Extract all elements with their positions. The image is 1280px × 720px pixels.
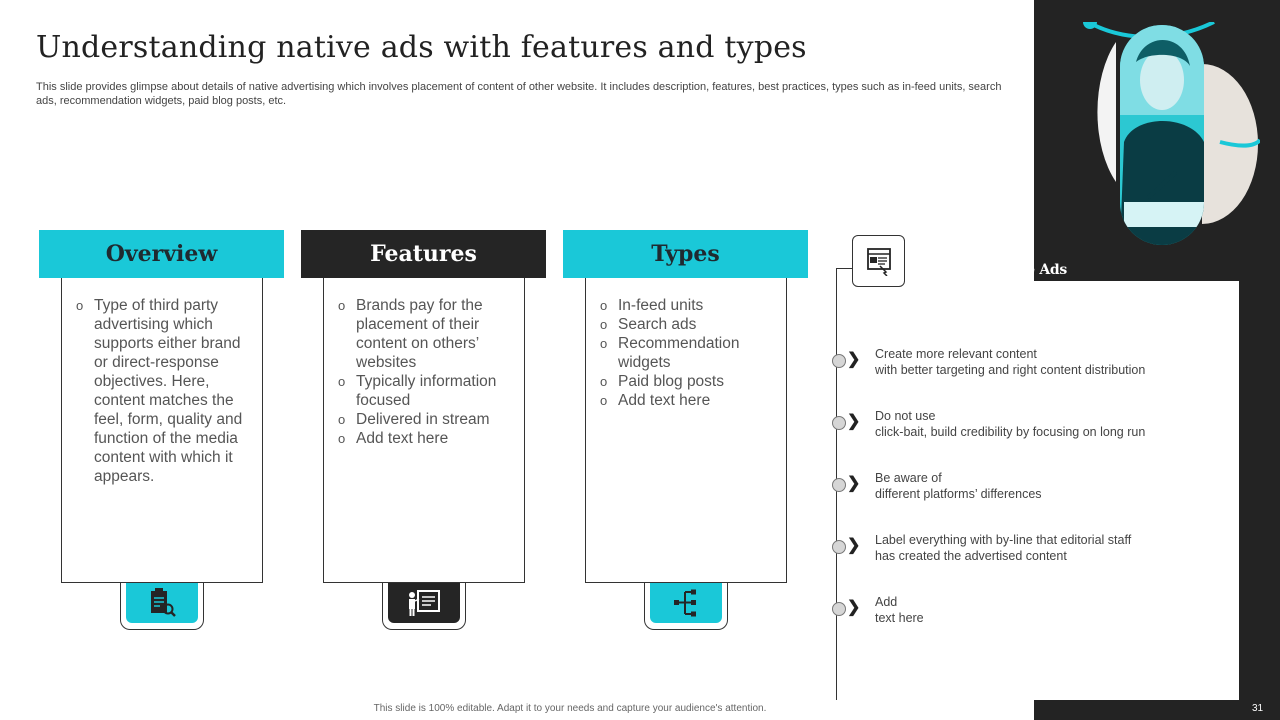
timeline-dot-icon — [832, 416, 846, 430]
tip-item — [830, 346, 1210, 386]
tip-line: with better targeting and right content distribution — [875, 363, 1146, 377]
tip-item — [830, 532, 1210, 572]
overview-card — [61, 278, 263, 583]
tips-title — [915, 242, 1067, 280]
timeline-dot-icon — [832, 354, 846, 368]
overview-item: o Type of third party advertising which supports either brand or direct-response objectives. Here, content matches the feel, form, quality and function of the media content with which it appears. — [76, 296, 252, 486]
features-card — [323, 278, 525, 583]
hierarchy-tree-icon — [650, 583, 722, 623]
types-icon-tab — [644, 583, 728, 630]
chevron-right-icon: ❯ — [847, 351, 861, 368]
slide-subtitle: This slide provides glimpse about details of native advertising which involves placement of content of other website. It includes description, features, best practices, types such as in-feed units, search ads, recommendation widgets, paid blog posts, etc. — [36, 81, 1002, 107]
types-card — [585, 278, 787, 583]
features-item: o Add text here — [338, 429, 514, 448]
tips-title-line: Effective Native Ads — [915, 262, 1067, 278]
tip-line: Create more relevant content — [875, 347, 1037, 361]
tip-line: Add — [875, 595, 898, 609]
chevron-right-icon: ❯ — [847, 475, 861, 492]
page-number: 31 — [1252, 703, 1264, 714]
timeline-dot-icon — [832, 478, 846, 492]
features-item: o Brands pay for the placement of their content on others’ websites — [338, 296, 514, 372]
tip-item — [830, 594, 1210, 634]
types-item: o Paid blog posts — [600, 372, 776, 391]
tip-item — [830, 470, 1210, 510]
timeline-dot-icon — [832, 540, 846, 554]
chevron-right-icon: ❯ — [847, 537, 861, 554]
types-item: o Add text here — [600, 391, 776, 410]
features-item: o Typically information focused — [338, 372, 514, 410]
tip-line: text here — [875, 611, 924, 625]
types-heading: Types — [563, 230, 808, 278]
overview-heading: Overview — [39, 230, 284, 278]
slide-footer — [0, 703, 1280, 714]
types-item: o In-feed units — [600, 296, 776, 315]
tips-timeline-tick — [836, 268, 852, 269]
features-item: o Delivered in stream — [338, 410, 514, 429]
tip-line: has created the advertised content — [875, 549, 1067, 563]
person-writing-photo — [1064, 22, 1260, 247]
chevron-right-icon: ❯ — [847, 413, 861, 430]
tip-item — [830, 408, 1210, 448]
tips-title-line: Tips to Create — [915, 243, 1022, 259]
report-magnifier-icon — [126, 583, 198, 623]
overview-icon-tab — [120, 583, 204, 630]
tip-line: Label everything with by-line that editorial staff — [875, 533, 1132, 547]
tip-line: Do not use — [875, 409, 936, 423]
presenter-board-icon — [388, 583, 460, 623]
features-icon-tab — [382, 583, 466, 630]
slide-title: Understanding native ads with features and types — [36, 30, 807, 65]
tip-line: click-bait, build credibility by focusing on long run — [875, 425, 1146, 439]
tip-line: different platforms’ differences — [875, 487, 1042, 501]
features-heading: Features — [301, 230, 546, 278]
ads-browser-icon — [852, 235, 905, 287]
footer-text: This slide is 100% editable. Adapt it to your needs and capture your audience's attention. — [373, 703, 767, 714]
tip-line: Be aware of — [875, 471, 942, 485]
types-item: o Search ads — [600, 315, 776, 334]
timeline-dot-icon — [832, 602, 846, 616]
types-item: o Recommendation widgets — [600, 334, 776, 372]
chevron-right-icon: ❯ — [847, 599, 861, 616]
